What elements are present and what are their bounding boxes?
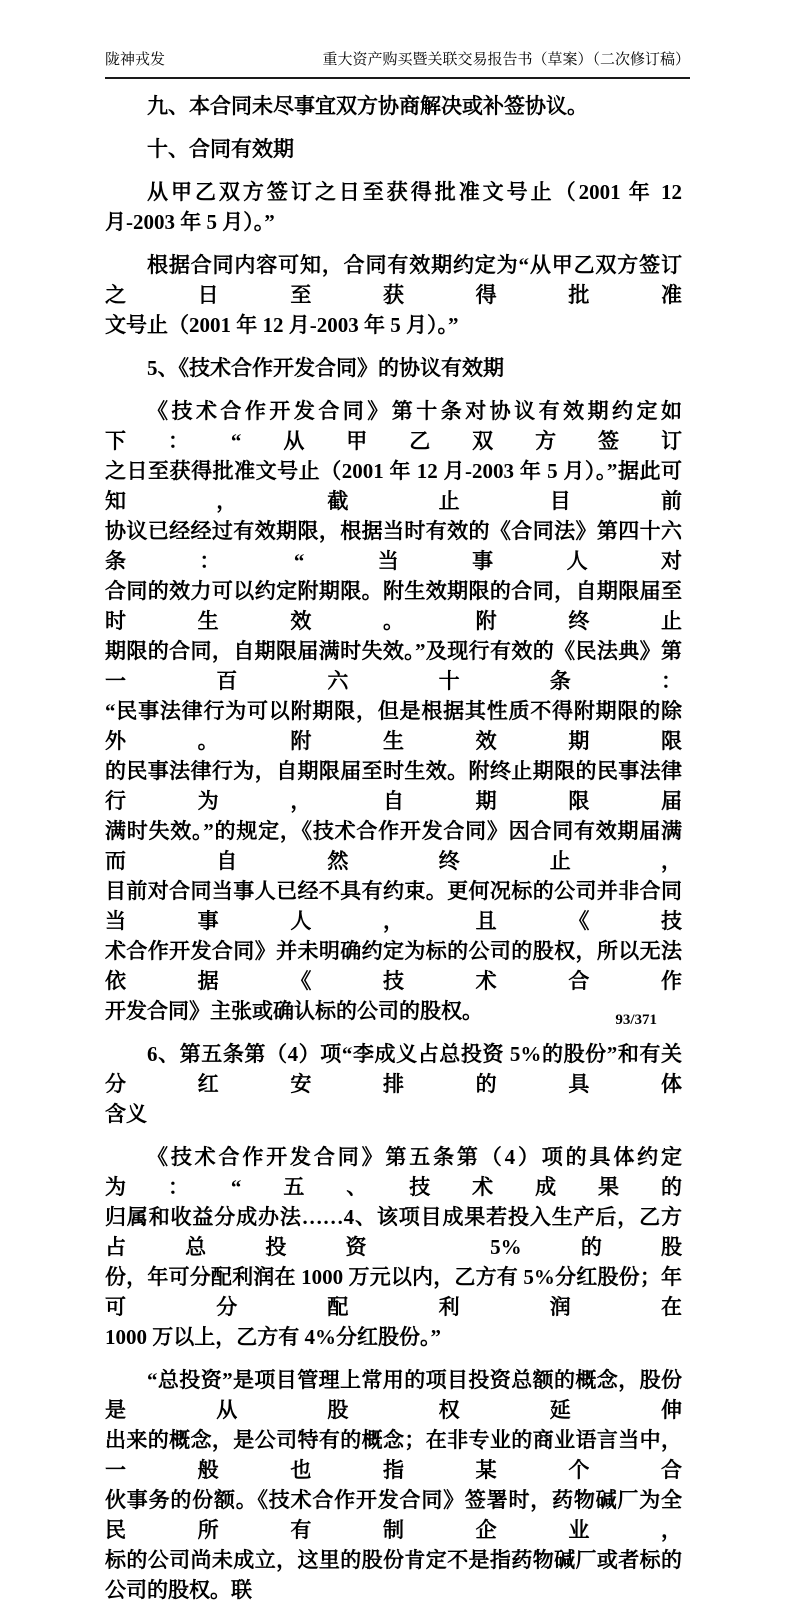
paragraph-line: 含义 [105, 1102, 147, 1126]
paragraph [105, 177, 682, 237]
header-left-title: 陇神戎发 [105, 52, 166, 68]
paragraph-line: 期限的合同，自期限届满时失效。”及现行有效的《民法典》第一百六十条： [105, 639, 682, 693]
paragraph-line: 归属和收益分成办法……4、该项目成果若投入生产后，乙方占总投资 5%的股 [105, 1205, 682, 1259]
paragraph-line: 出来的概念，是公司特有的概念；在非专业的商业语言当中，一般也指某个合 [105, 1428, 682, 1482]
paragraph-line: 开发合同》主张或确认标的公司的股权。 [105, 999, 483, 1023]
paragraph [105, 250, 682, 340]
paragraph-line: 5、《技术合作开发合同》的协议有效期 [147, 356, 504, 380]
paragraph-line: 伙事务的份额。《技术合作开发合同》签署时，药物碱厂为全民所有制企业， [105, 1488, 682, 1542]
paragraph-line: 九、本合同未尽事宜双方协商解决或补签协议。 [147, 94, 588, 118]
paragraph-line: 1000 万以上，乙方有 4%分红股份。” [105, 1325, 441, 1349]
page-header [105, 50, 690, 71]
paragraph-line: 满时失效。”的规定，《技术合作开发合同》因合同有效期届满而自然终止， [105, 819, 682, 873]
paragraph-line: 十、合同有效期 [147, 137, 294, 161]
paragraph-line: “民事法律行为可以附期限，但是根据其性质不得附期限的除外。附生效期限 [105, 699, 682, 753]
paragraph [105, 134, 682, 164]
page-number: 93/371 [615, 1012, 657, 1028]
paragraph-line: 之日至获得批准文号止（2001 年 12 月-2003 年 5 月）。”据此可知，截止目前 [105, 459, 682, 513]
paragraph-line: 术合作开发合同》并未明确约定为标的公司的股权，所以无法依据《技术合作 [105, 939, 682, 993]
paragraph-line: 文号止（2001 年 12 月-2003 年 5 月）。” [105, 313, 459, 337]
header-right-title: 重大资产购买暨关联交易报告书（草案）（二次修订稿） [322, 52, 690, 68]
header-rule [105, 77, 690, 79]
paragraph-line: “总投资”是项目管理上常用的项目投资总额的概念，股份是从股权延伸 [105, 1368, 682, 1422]
paragraph-line: 从甲乙双方签订之日至获得批准文号止（2001 年 12 月-2003 年 5 月）。” [105, 180, 682, 234]
paragraph-line: 《技术合作开发合同》第十条对协议有效期约定如下：“从甲乙双方签订 [105, 399, 682, 453]
paragraph-line: 的民事法律行为，自期限届至时生效。附终止期限的民事法律行为，自期限届 [105, 759, 682, 813]
paragraph-line: 标的公司尚未成立，这里的股份肯定不是指药物碱厂或者标的公司的股权。联 [105, 1548, 682, 1602]
paragraph-line: 根据合同内容可知，合同有效期约定为“从甲乙双方签订之日至获得批准 [105, 253, 682, 307]
paragraph [105, 91, 682, 121]
document-body [105, 91, 682, 1605]
paragraph-line: 合同的效力可以约定附期限。附生效期限的合同，自期限届至时生效。附终止 [105, 579, 682, 633]
paragraph-line: 份，年可分配利润在 1000 万元以内，乙方有 5%分红股份；年可分配利润在 [105, 1265, 682, 1319]
paragraph [105, 1365, 682, 1605]
paragraph [105, 1039, 682, 1129]
paragraph-line: 6、第五条第（4）项“李成义占总投资 5%的股份”和有关分红安排的具体 [105, 1042, 682, 1096]
paragraph-line: 协议已经经过有效期限，根据当时有效的《合同法》第四十六条：“当事人对 [105, 519, 682, 573]
paragraph [105, 353, 682, 383]
paragraph [105, 1142, 682, 1352]
paragraph-line: 《技术合作开发合同》第五条第（4）项的具体约定为：“五、技术成果的 [105, 1145, 682, 1199]
paragraph-line: 目前对合同当事人已经不具有约束。更何况标的公司并非合同当事人，且《技 [105, 879, 682, 933]
paragraph [105, 396, 682, 1026]
